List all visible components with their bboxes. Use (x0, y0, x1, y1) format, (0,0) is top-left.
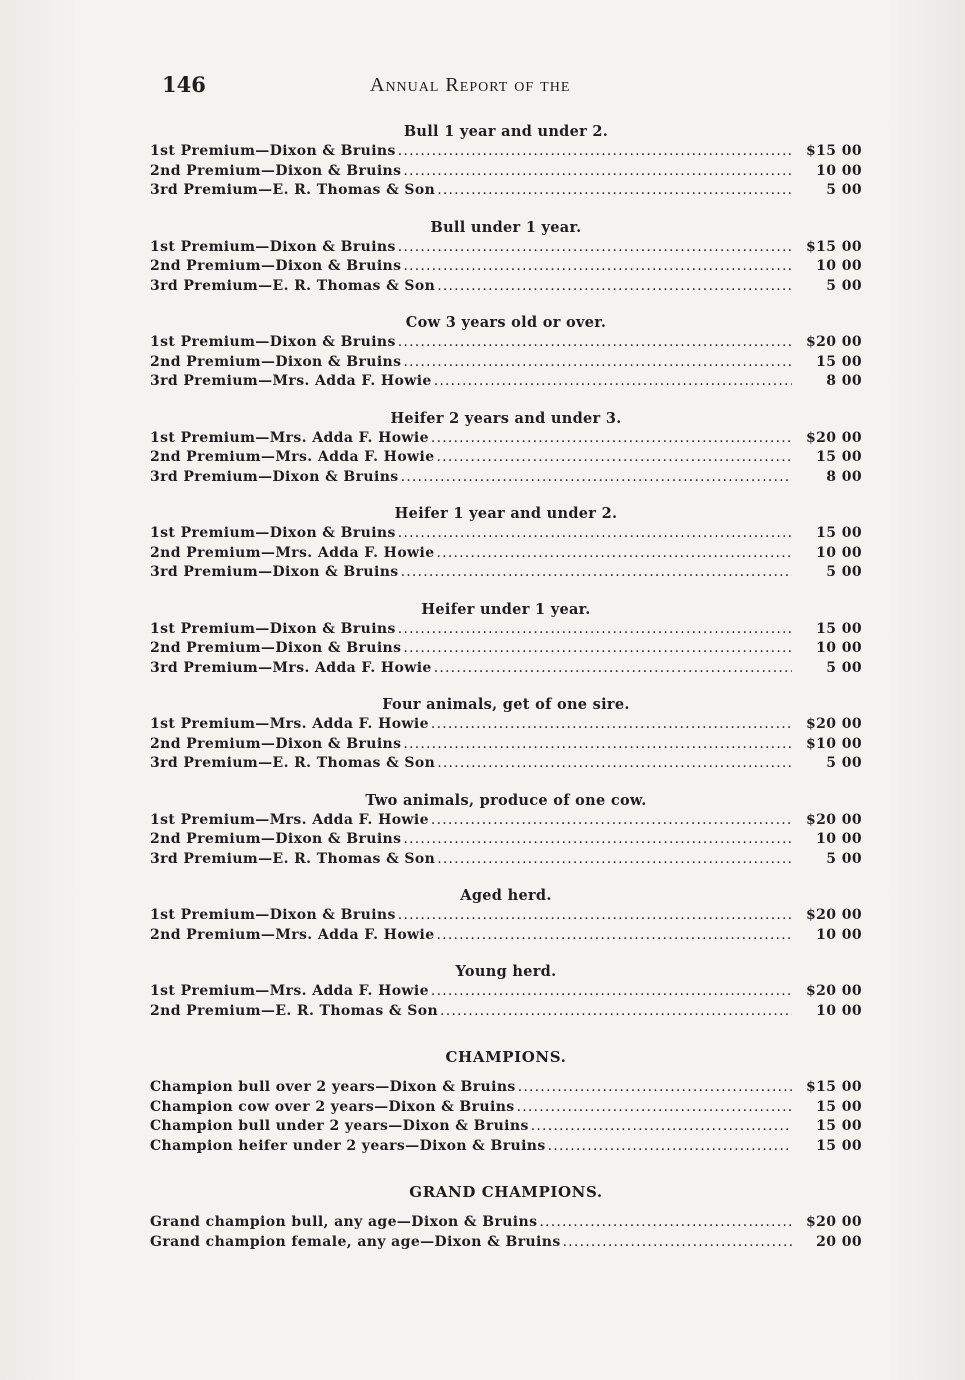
dot-leader (431, 429, 792, 449)
dot-leader (548, 1137, 792, 1157)
dot-leader (398, 906, 792, 926)
premium-row (150, 1078, 862, 1098)
premium-amount: 10 00 (816, 544, 862, 561)
premium-label: 1st Premium—Dixon & Bruins (150, 334, 396, 350)
dot-leader (398, 333, 792, 353)
champions-list (150, 1078, 862, 1156)
premium-label: 1st Premium—Mrs. Adda F. Howie (150, 429, 429, 446)
premium-amount: $20 00 (806, 429, 862, 446)
premium-label: 1st Premium—Dixon & Bruins (150, 143, 396, 159)
premium-amount: 5 00 (826, 659, 862, 676)
dot-leader (437, 277, 792, 297)
premium-amount: $20 00 (806, 811, 862, 828)
premium-amount: 10 00 (816, 640, 862, 656)
premium-label: Grand champion female, any age—Dixon & Bruins (150, 1233, 561, 1250)
dot-leader (437, 448, 792, 468)
class-section (150, 218, 862, 297)
premium-label: 3rd Premium—E. R. Thomas & Son (150, 277, 436, 294)
premium-row (150, 277, 862, 297)
premium-row (150, 468, 862, 488)
premium-label: Champion bull under 2 years—Dixon & Bruins (150, 1118, 529, 1134)
premium-amount: 10 00 (816, 258, 862, 274)
premium-label: 2nd Premium—Dixon & Bruins (150, 162, 402, 179)
premium-amount: 15 00 (816, 1118, 862, 1134)
premium-label: 2nd Premium—Dixon & Bruins (150, 831, 402, 847)
running-head: Annual Report of the (370, 74, 571, 96)
premium-row (150, 1098, 862, 1118)
premium-amount: $20 00 (806, 907, 862, 923)
premium-row (150, 181, 862, 201)
premium-label: 2nd Premium—E. R. Thomas & Son (150, 1002, 439, 1019)
premium-row (150, 353, 862, 373)
premium-row (150, 257, 862, 277)
premium-label: 1st Premium—Mrs. Adda F. Howie (150, 811, 429, 828)
dot-leader (403, 830, 792, 850)
premium-label: 1st Premium—Mrs. Adda F. Howie (150, 716, 429, 732)
premium-amount: 10 00 (816, 1002, 862, 1019)
dot-leader (437, 754, 792, 774)
premium-row (150, 639, 862, 659)
dot-leader (437, 544, 792, 564)
dot-leader (531, 1117, 792, 1137)
dot-leader (431, 982, 792, 1002)
premium-label: 3rd Premium—Dixon & Bruins (150, 468, 399, 485)
dot-leader (401, 468, 792, 488)
premium-row (150, 906, 862, 926)
premium-amount: $15 00 (806, 238, 862, 255)
class-title: Heifer 2 years and under 3. (390, 409, 622, 427)
premium-row (150, 333, 862, 353)
premium-label: Champion bull over 2 years—Dixon & Bruins (150, 1079, 516, 1095)
dot-leader (437, 850, 792, 870)
class-title: Bull under 1 year. (430, 218, 582, 236)
premium-amount: $20 00 (806, 983, 862, 999)
premium-label: 3rd Premium—E. R. Thomas & Son (150, 850, 436, 867)
premium-amount: 10 00 (816, 926, 862, 943)
premium-amount: $20 00 (806, 334, 862, 350)
premium-row (150, 1213, 862, 1233)
premium-amount: 5 00 (826, 755, 862, 771)
dot-leader (437, 926, 792, 946)
premium-row (150, 830, 862, 850)
premium-amount: 5 00 (826, 564, 862, 580)
premium-row (150, 735, 862, 755)
premium-amount: 15 00 (816, 449, 862, 465)
premium-row (150, 448, 862, 468)
premium-row (150, 1137, 862, 1157)
premium-row (150, 524, 862, 544)
premium-row (150, 850, 862, 870)
premium-amount: 15 00 (816, 353, 862, 370)
premium-amount: 8 00 (826, 373, 862, 389)
dot-leader (398, 620, 792, 640)
champions-heading: CHAMPIONS. (445, 1048, 567, 1066)
class-title: Two animals, produce of one cow. (365, 791, 647, 809)
premium-row (150, 982, 862, 1002)
class-title: Cow 3 years old or over. (405, 314, 607, 331)
premium-label: 2nd Premium—Dixon & Bruins (150, 735, 402, 752)
premium-label: Champion heifer under 2 years—Dixon & Bruins (150, 1137, 546, 1154)
premium-amount: 5 00 (826, 182, 862, 198)
premium-row (150, 659, 862, 679)
premium-amount: 8 00 (826, 468, 862, 485)
class-section (150, 122, 862, 201)
dot-leader (434, 372, 792, 392)
premium-label: 2nd Premium—Dixon & Bruins (150, 258, 402, 274)
dot-leader (518, 1078, 792, 1098)
premium-row (150, 1002, 862, 1022)
premium-label: 2nd Premium—Mrs. Adda F. Howie (150, 449, 435, 465)
class-title: Four animals, get of one sire. (382, 696, 630, 713)
premium-row (150, 238, 862, 258)
premium-row (150, 754, 862, 774)
class-title: Bull 1 year and under 2. (403, 123, 609, 140)
premium-amount: 15 00 (816, 525, 862, 541)
premium-row (150, 544, 862, 564)
premium-label: 1st Premium—Dixon & Bruins (150, 238, 396, 255)
premium-list (150, 122, 862, 1269)
class-section (150, 962, 862, 1021)
page-header (162, 72, 862, 106)
premium-amount: 5 00 (826, 277, 862, 294)
premium-amount: $10 00 (806, 735, 862, 752)
premium-amount: $15 00 (806, 1079, 862, 1095)
dot-leader (431, 811, 792, 831)
premium-label: Grand champion bull, any age—Dixon & Bruins (150, 1214, 538, 1230)
class-title: Heifer under 1 year. (421, 600, 591, 618)
premium-amount: 10 00 (816, 162, 862, 179)
premium-label: 2nd Premium—Dixon & Bruins (150, 353, 402, 370)
dot-leader (403, 639, 792, 659)
premium-label: 3rd Premium—Mrs. Adda F. Howie (150, 659, 432, 676)
dot-leader (398, 142, 792, 162)
class-section (150, 791, 862, 870)
premium-label: 1st Premium—Dixon & Bruins (150, 525, 396, 541)
dot-leader (403, 257, 792, 277)
dot-leader (517, 1098, 792, 1118)
premium-amount: 15 00 (816, 1098, 862, 1115)
premium-amount: 10 00 (816, 831, 862, 847)
premium-row (150, 372, 862, 392)
class-section (150, 600, 862, 679)
dot-leader (563, 1233, 792, 1253)
premium-amount: $20 00 (806, 716, 862, 732)
premium-label: 2nd Premium—Mrs. Adda F. Howie (150, 544, 435, 561)
premium-row (150, 1233, 862, 1253)
premium-label: 1st Premium—Mrs. Adda F. Howie (150, 983, 429, 999)
class-section (150, 504, 862, 583)
premium-amount: 15 00 (816, 620, 862, 637)
dot-leader (437, 181, 792, 201)
premium-row (150, 620, 862, 640)
premium-amount: $15 00 (806, 143, 862, 159)
premium-label: 3rd Premium—E. R. Thomas & Son (150, 182, 436, 198)
dot-leader (431, 715, 792, 735)
grand-champions-list (150, 1213, 862, 1252)
class-section (150, 409, 862, 488)
premium-label: 2nd Premium—Dixon & Bruins (150, 640, 402, 656)
dot-leader (401, 563, 792, 583)
dot-leader (403, 735, 792, 755)
class-title: Young herd. (455, 963, 557, 980)
class-section (150, 886, 862, 945)
premium-amount: 5 00 (826, 850, 862, 867)
dot-leader (398, 524, 792, 544)
dot-leader (539, 1213, 792, 1233)
class-section (150, 695, 862, 774)
premium-row (150, 811, 862, 831)
premium-row (150, 715, 862, 735)
premium-row (150, 1117, 862, 1137)
premium-label: 1st Premium—Dixon & Bruins (150, 620, 396, 637)
dot-leader (398, 238, 792, 258)
class-section (150, 313, 862, 392)
premium-amount: $20 00 (806, 1214, 862, 1230)
dot-leader (403, 353, 792, 373)
premium-label: 3rd Premium—Mrs. Adda F. Howie (150, 373, 432, 389)
dot-leader (440, 1002, 792, 1022)
premium-label: 3rd Premium—E. R. Thomas & Son (150, 755, 436, 771)
class-title: Aged herd. (460, 887, 552, 904)
dot-leader (434, 659, 792, 679)
grand-champions-heading: GRAND CHAMPIONS. (409, 1183, 603, 1201)
premium-amount: 15 00 (816, 1137, 862, 1154)
premium-row (150, 142, 862, 162)
dot-leader (403, 162, 792, 182)
page-number: 146 (162, 72, 206, 97)
premium-row (150, 162, 862, 182)
premium-label: 1st Premium—Dixon & Bruins (150, 907, 396, 923)
premium-label: 2nd Premium—Mrs. Adda F. Howie (150, 926, 435, 943)
premium-label: 3rd Premium—Dixon & Bruins (150, 564, 399, 580)
premium-label: Champion cow over 2 years—Dixon & Bruins (150, 1098, 515, 1115)
class-title: Heifer 1 year and under 2. (394, 505, 618, 522)
premium-row (150, 926, 862, 946)
premium-row (150, 563, 862, 583)
premium-amount: 20 00 (816, 1233, 862, 1250)
premium-row (150, 429, 862, 449)
